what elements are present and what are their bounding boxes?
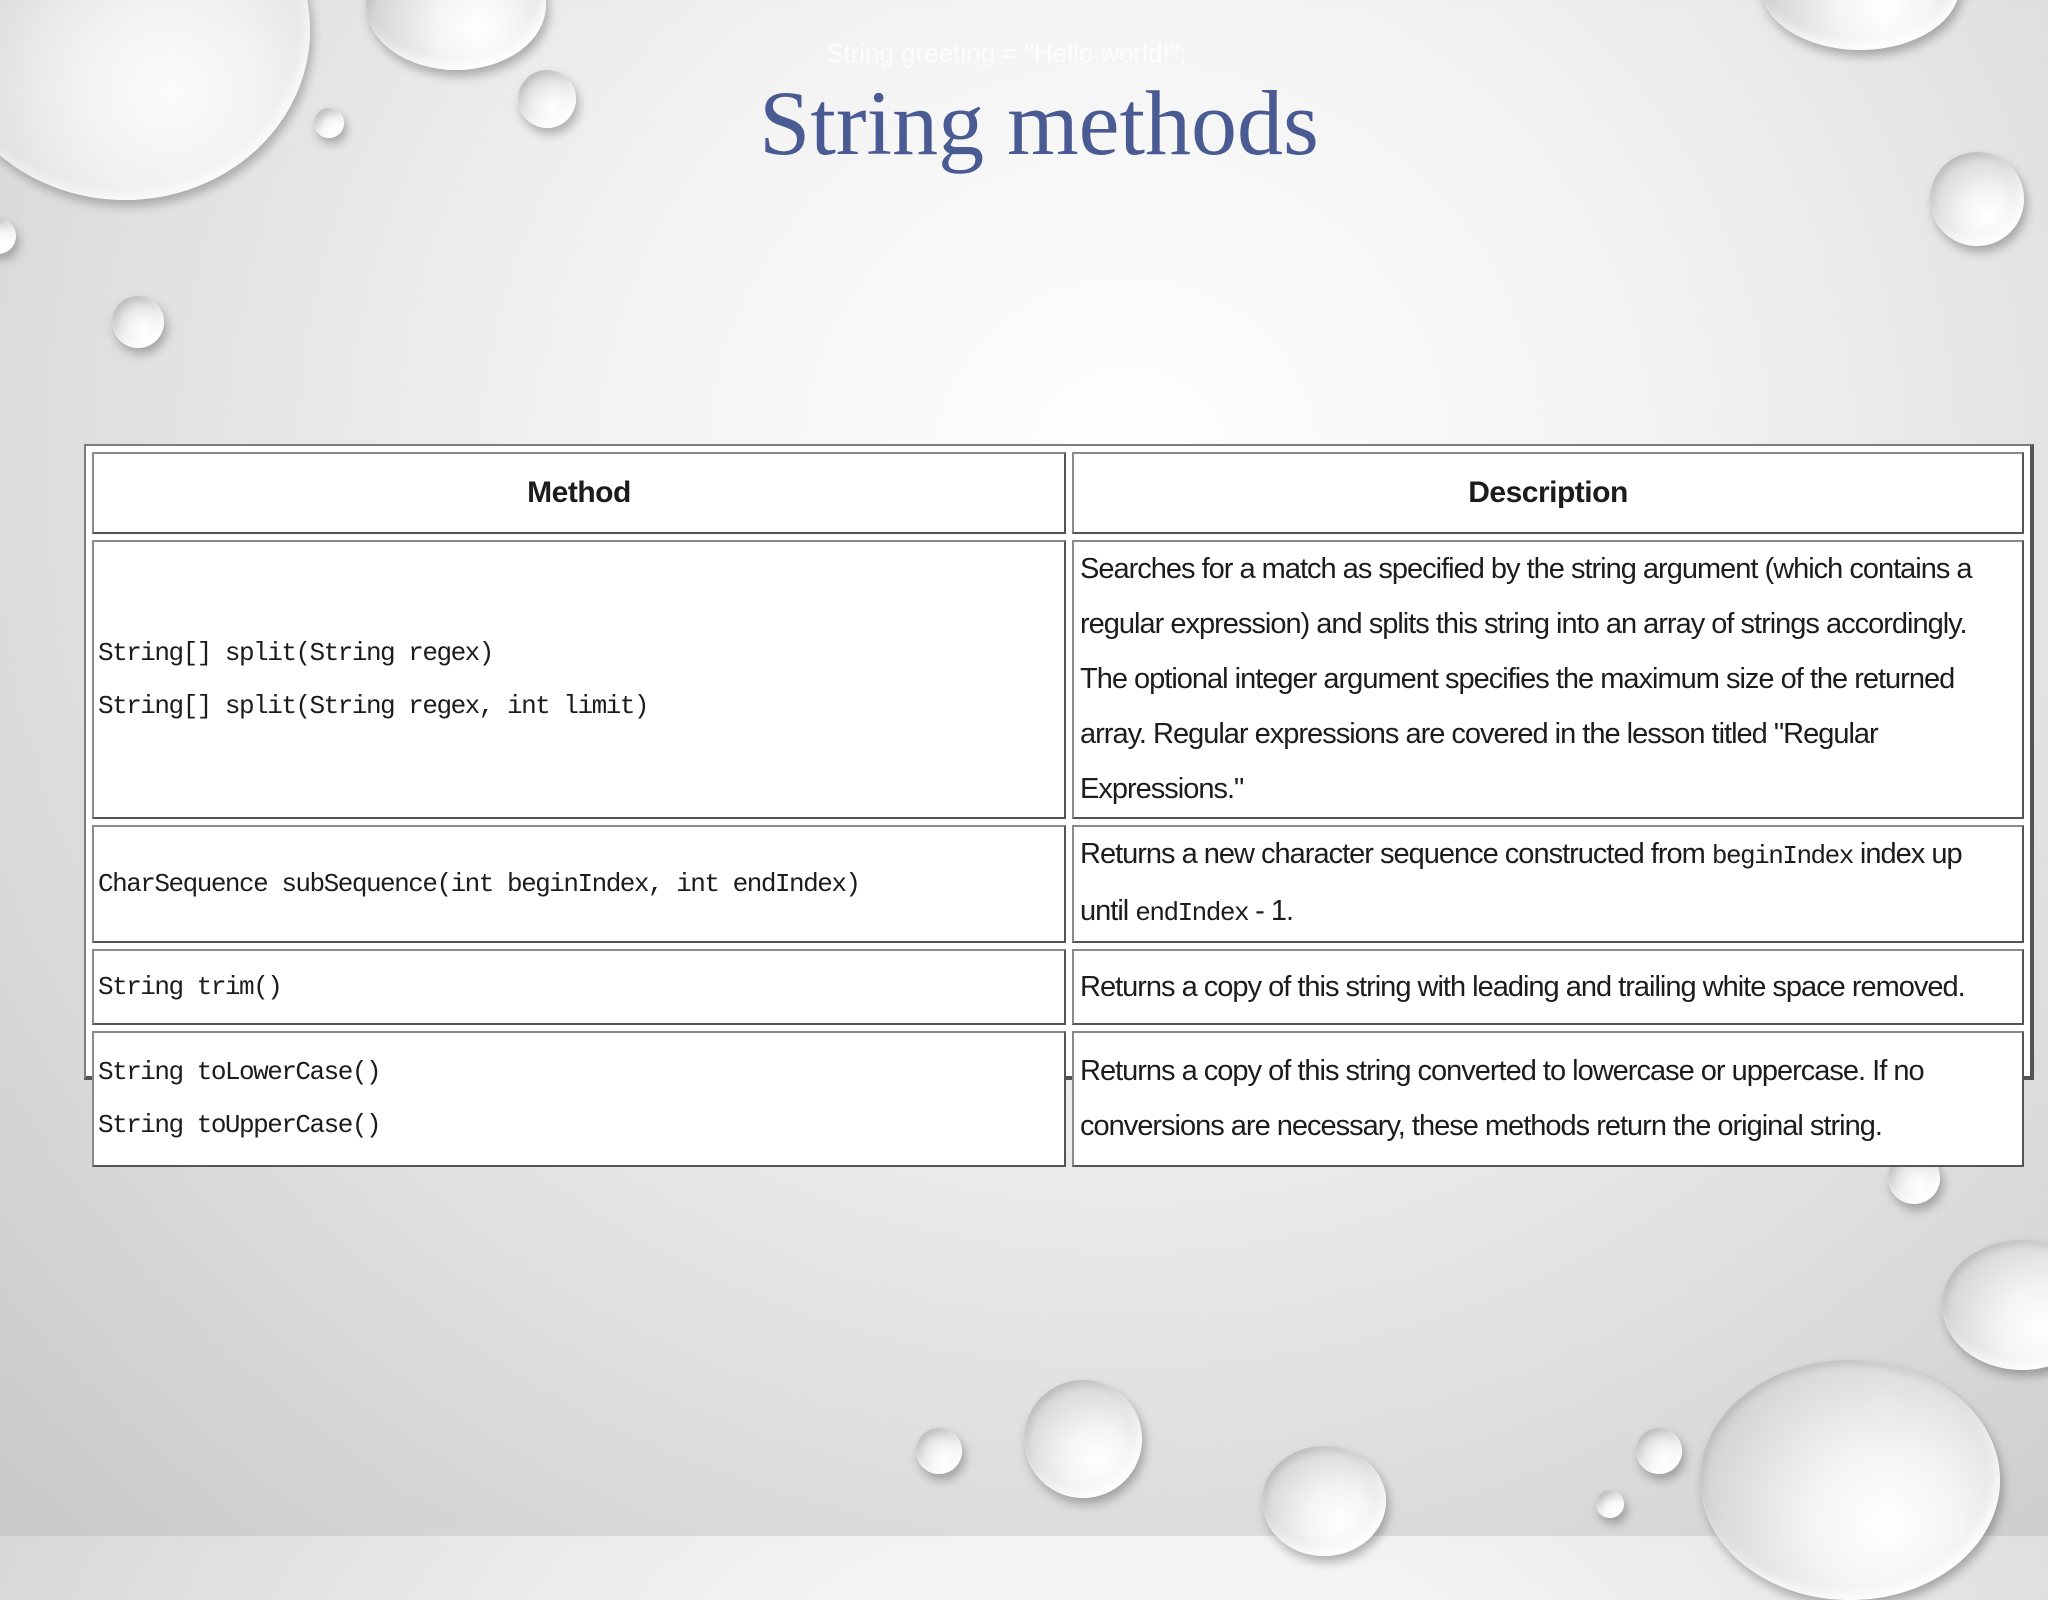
description-cell: Searches for a match as specified by the string argument (which contains a regular expression) and splits this string into an array of strings accordingly. The optional integer argument specifies the maximum size of the returned array. Regular expressions are covered in the lesson titled "Regular Expressions." (1072, 540, 2024, 819)
description-text: - 1. (1248, 895, 1294, 927)
water-drop-decoration (1942, 1240, 2048, 1370)
water-drop-decoration (1700, 1360, 2000, 1600)
method-cell (92, 1031, 1066, 1167)
water-drop-decoration (112, 296, 164, 348)
water-drop-decoration (366, 0, 546, 70)
water-drop-decoration (1596, 1490, 1624, 1518)
description-cell (1072, 825, 2024, 943)
method-signature: CharSequence subSequence(int beginIndex, int endIndex) (98, 868, 860, 899)
method-cell (92, 949, 1066, 1025)
method-cell (92, 540, 1066, 819)
table-header-row (92, 452, 2024, 534)
water-drop-decoration (1024, 1380, 1142, 1498)
method-signature: String toUpperCase() (98, 1110, 381, 1140)
water-drop-decoration (916, 1428, 962, 1474)
description-text: index up until (1080, 838, 1962, 927)
slide-title: String methods (759, 72, 1319, 174)
method-signature: String toLowerCase() (98, 1057, 381, 1087)
water-drop-decoration (1636, 1428, 1682, 1474)
code-begin-index: beginIndex (1711, 841, 1853, 871)
string-methods-table (84, 444, 2034, 1142)
code-end-index: endIndex (1135, 898, 1249, 928)
method-signature: String trim() (98, 971, 282, 1002)
water-drop-decoration (0, 218, 16, 254)
method-column-header: Method (92, 452, 1066, 534)
table-row (92, 949, 2024, 1025)
description-column-header: Description (1072, 452, 2024, 534)
table-row (92, 540, 2024, 819)
method-cell (92, 825, 1066, 943)
ghost-code-text: String greeting = "Hello world!"; (826, 38, 1187, 68)
description-text: Returns a new character sequence constructed from (1080, 838, 1712, 870)
table-row (92, 1031, 2024, 1167)
water-drop-decoration (1760, 0, 1960, 50)
description-cell: Returns a copy of this string with leading and trailing white space removed. (1072, 949, 2024, 1025)
table-row (92, 825, 2024, 943)
water-drop-decoration (1262, 1446, 1386, 1556)
method-signature: String[] split(String regex) (98, 637, 493, 668)
method-signature: String[] split(String regex, int limit) (98, 690, 648, 721)
description-cell: Returns a copy of this string converted to lowercase or uppercase. If no conversions are necessary, these methods return the original string. (1072, 1031, 2024, 1167)
